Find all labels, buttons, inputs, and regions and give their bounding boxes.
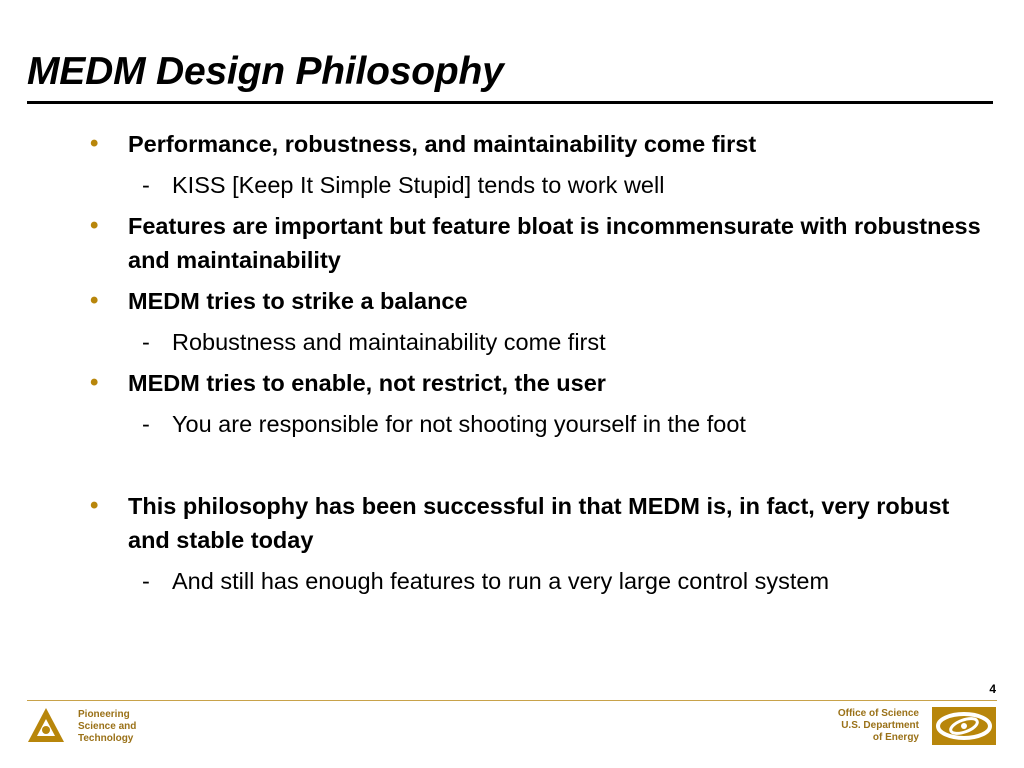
- footer-left-text: Pioneering Science and Technology: [78, 709, 137, 744]
- bullet-text: MEDM tries to enable, not restrict, the user: [128, 370, 606, 396]
- bullet-glyph: •: [90, 130, 99, 157]
- footer-divider: [27, 700, 997, 701]
- footer-right-text: Office of Science U.S. Department of Energy: [837, 708, 919, 743]
- sub-bullet-item: [142, 408, 992, 440]
- sub-bullet-text: KISS [Keep It Simple Stupid] tends to work well: [172, 172, 665, 198]
- sub-bullet-glyph: -: [142, 172, 150, 198]
- bullet-item: [90, 489, 988, 557]
- sub-bullet-item: [142, 326, 992, 358]
- bullet-glyph: •: [90, 212, 99, 239]
- bullet-item: [90, 127, 988, 161]
- page-number: 4: [989, 682, 996, 696]
- bullet-text: MEDM tries to strike a balance: [128, 288, 468, 314]
- bullet-text: Features are important but feature bloat is incommensurate with robustness and maintainability: [128, 213, 981, 273]
- sub-bullet-text: Robustness and maintainability come first: [172, 329, 606, 355]
- sub-bullet-text: And still has enough features to run a very large control system: [172, 568, 830, 594]
- title-underline: [27, 101, 993, 104]
- slide-title: MEDM Design Philosophy: [27, 50, 504, 93]
- bullet-glyph: •: [90, 492, 99, 519]
- doe-logo-icon: [932, 707, 996, 745]
- bullet-item: [90, 209, 988, 277]
- bullet-text: This philosophy has been successful in that MEDM is, in fact, very robust and stable today: [128, 493, 950, 553]
- argonne-logo-icon: [26, 706, 66, 746]
- bullet-text: Performance, robustness, and maintainability come first: [128, 131, 757, 157]
- bullet-item: [90, 366, 988, 400]
- sub-bullet-glyph: -: [142, 329, 150, 355]
- bullet-item: [90, 284, 988, 318]
- sub-bullet-glyph: -: [142, 568, 150, 594]
- sub-bullet-item: [142, 565, 992, 597]
- sub-bullet-glyph: -: [142, 411, 150, 437]
- bullet-glyph: •: [90, 369, 99, 396]
- sub-bullet-item: [142, 169, 992, 201]
- bullet-glyph: •: [90, 287, 99, 314]
- sub-bullet-text: You are responsible for not shooting yourself in the foot: [172, 411, 746, 437]
